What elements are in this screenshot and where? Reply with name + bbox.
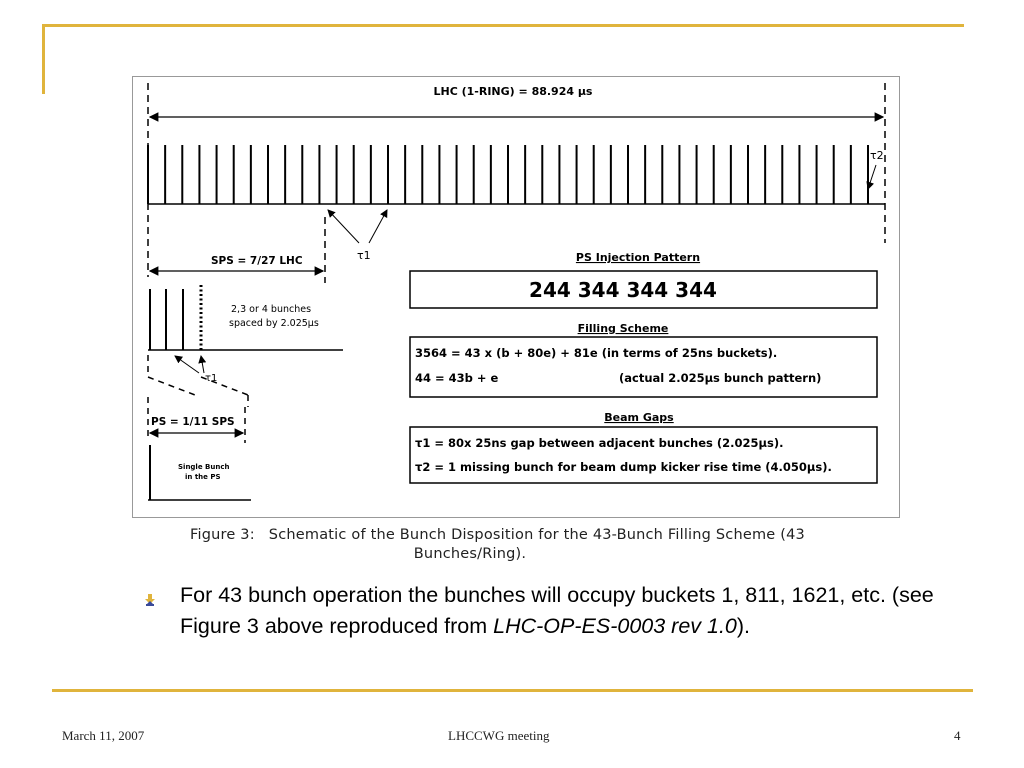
tau2-label: τ2 bbox=[870, 149, 884, 162]
tau1-small-arrow-right bbox=[201, 356, 204, 373]
bullet-text-main: For 43 bunch operation the bunches will occupy buckets 1, 811, 1621, etc. (see Figure 3 above reproduced from bbox=[180, 583, 934, 638]
tau1-small-label: τ1 bbox=[205, 373, 218, 384]
figure-caption bbox=[190, 526, 910, 564]
footer-page-number: 4 bbox=[954, 728, 961, 743]
gap-line1: τ1 = 80x 25ns gap between adjacent bunches (2.025µs). bbox=[415, 436, 784, 450]
ps-injection-value: 244 344 344 344 bbox=[529, 278, 717, 302]
caption-line2: Bunches/Ring). bbox=[413, 546, 527, 562]
tau1-small-arrow-left bbox=[175, 356, 199, 373]
projection-dashed-left-diag bbox=[148, 377, 195, 395]
bullet-text-end: ). bbox=[736, 614, 751, 638]
tau1-arrow-left bbox=[328, 210, 359, 243]
bottom-decoration-line bbox=[52, 689, 973, 692]
bunch-disposition-figure bbox=[132, 76, 900, 518]
caption-label: Figure 3: bbox=[190, 527, 255, 543]
single-bunch-line1: Single Bunch bbox=[178, 463, 230, 471]
gap-line2: τ2 = 1 missing bunch for beam dump kicker rise time (4.050µs). bbox=[415, 460, 832, 474]
bunches-note-line1: 2,3 or 4 bunches bbox=[231, 304, 312, 315]
tau1-arrow-right bbox=[369, 210, 387, 243]
sps-bunch-group bbox=[150, 285, 201, 350]
lhc-bunch-train bbox=[148, 145, 868, 204]
filling-line2b: (actual 2.025µs bunch pattern) bbox=[619, 371, 822, 385]
caption-line1: Schematic of the Bunch Disposition for the 43-Bunch Filling Scheme (43 bbox=[268, 527, 805, 543]
filling-line2a: 44 = 43b + e bbox=[415, 371, 499, 385]
tau2-arrow bbox=[868, 165, 876, 189]
filling-scheme-title: Filling Scheme bbox=[577, 322, 669, 335]
footer-meeting: LHCCWG meeting bbox=[448, 728, 550, 743]
single-bunch-line2: in the PS bbox=[185, 473, 221, 481]
ps-injection-title: PS Injection Pattern bbox=[575, 251, 701, 264]
sps-label: SPS = 7/27 LHC bbox=[211, 255, 303, 267]
tau1-label: τ1 bbox=[357, 249, 371, 262]
footer-date: March 11, 2007 bbox=[62, 728, 145, 743]
beam-gaps-title: Beam Gaps bbox=[604, 411, 674, 424]
bunches-note-line2: spaced by 2.025µs bbox=[229, 318, 319, 329]
bullet-text-reference: LHC-OP-ES-0003 rev 1.0 bbox=[493, 614, 737, 638]
schematic-svg bbox=[133, 77, 899, 517]
top-decoration-line bbox=[42, 24, 964, 27]
filling-line1: 3564 = 43 x (b + 80e) + 81e (in terms of 25ns buckets). bbox=[415, 346, 778, 360]
bullet-arrow-icon bbox=[144, 594, 156, 606]
left-decoration-line bbox=[42, 24, 45, 94]
ps-label: PS = 1/11 SPS bbox=[151, 416, 235, 428]
bullet-text bbox=[180, 580, 940, 642]
lhc-ring-label: LHC (1-RING) = 88.924 µs bbox=[433, 85, 593, 98]
